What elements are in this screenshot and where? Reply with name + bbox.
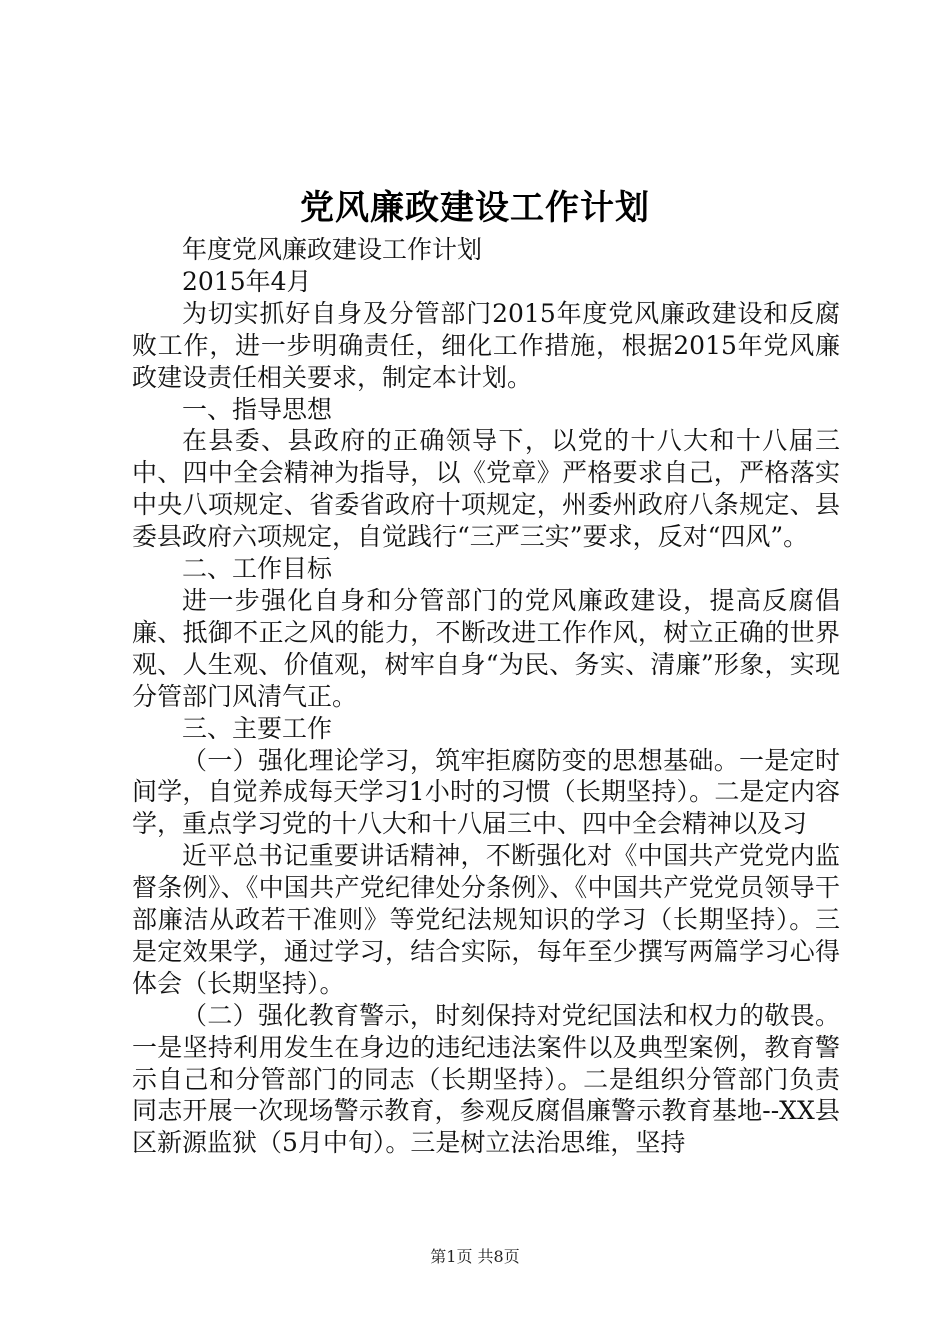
- paragraph-guiding-thought: 在县委、县政府的正确领导下，以党的十八大和十八届三中、四中全会精神为指导，以《党章》严格要求自己，严格落实中央八项规定、省委省政府十项规定，州委州政府八条规定、县委县政府六项规定，自觉践行“三严三实”要求，反对“四风”。: [132, 426, 840, 552]
- heading-main-work: 三、主要工作: [182, 713, 333, 743]
- document-body: [132, 234, 840, 1159]
- paragraph-education-warning: （二）强化教育警示，时刻保持对党纪国法和权力的敬畏。一是坚持利用发生在身边的违纪违法案件以及典型案例，教育警示自己和分管部门的同志（长期坚持）。二是组织分管部门负责同志开展一次现场警示教育，参观反腐倡廉警示教育基地--XX县区新源监狱（5月中旬）。三是树立法治思维，坚持: [132, 1000, 840, 1158]
- paragraph-subtitle: 年度党风廉政建设工作计划: [182, 235, 483, 264]
- paragraph-intro: 为切实抓好自身及分管部门2015年度党风廉政建设和反腐败工作，进一步明确责任，细化工作措施，根据2015年党风廉政建设责任相关要求，制定本计划。: [132, 298, 840, 392]
- paragraph-date: 2015年4月: [182, 266, 312, 296]
- page-title: 党风廉政建设工作计划: [300, 188, 650, 228]
- heading-work-goals: 二、工作目标: [182, 554, 333, 584]
- heading-guiding-thought: 一、指导思想: [182, 394, 333, 424]
- paragraph-theory-study: （一）强化理论学习，筑牢拒腐防变的思想基础。一是定时间学，自觉养成每天学习1小时的习惯（长期坚持）。二是定内容学，重点学习党的十八大和十八届三中、四中全会精神以及习: [132, 745, 840, 839]
- paragraph-theory-study-cont: 近平总书记重要讲话精神，不断强化对《中国共产党党内监督条例》、《中国共产党纪律处分条例》、《中国共产党党员领导干部廉洁从政若干准则》等党纪法规知识的学习（长期坚持）。三是定效果学，通过学习，结合实际，每年至少撰写两篇学习心得体会（长期坚持）。: [132, 841, 840, 998]
- paragraph-work-goals: 进一步强化自身和分管部门的党风廉政建设，提高反腐倡廉、抵御不正之风的能力，不断改进工作作风，树立正确的世界观、人生观、价值观，树牢自身“为民、务实、清廉”形象，实现分管部门风清气正。: [132, 585, 840, 711]
- page-number-footer: 第1页 共8页: [430, 1247, 520, 1266]
